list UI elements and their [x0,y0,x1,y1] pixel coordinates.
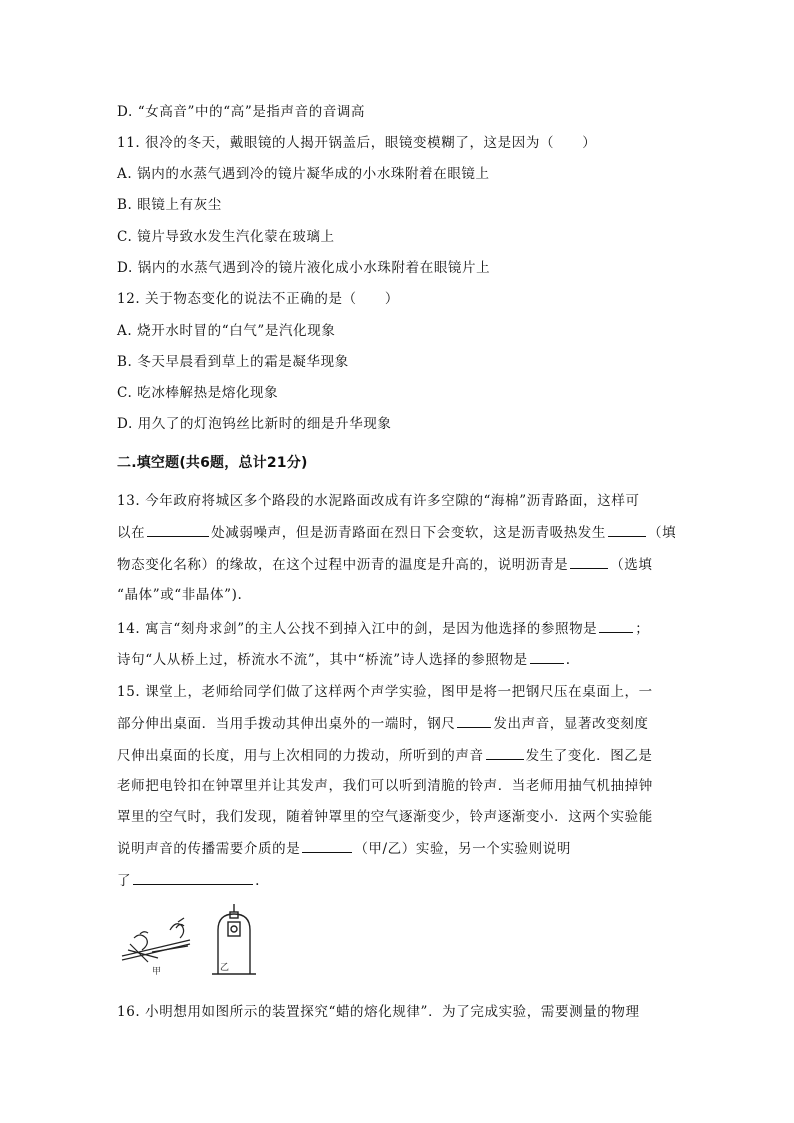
q13-text: （填 [648,525,677,541]
q14-line-1 [117,618,649,639]
q15-text: （甲/乙）实验，另一个实验则说明 [354,841,571,857]
figure-label-yi: 乙 [220,963,230,973]
q13-line-4: “晶体”或“非晶体”). [117,587,243,603]
q15-line-4: 老师把电铃扣在钟罩里并让其发声，我们可以听到清脆的铃声．当老师用抽气机抽掉钟 [117,778,653,794]
q12-option-a: A. 烧开水时冒的“白气”是汽化现象 [117,323,336,339]
q12-option-d: D. 用久了的灯泡钨丝比新时的细是升华现象 [117,416,392,432]
q15-line-1: 15. 课堂上，老师给同学们做了这样两个声学实验，图甲是将一把钢尺压在桌面上，一 [117,684,653,700]
q15-text: . [255,873,261,889]
q15-text: 部分伸出桌面．当用手拨动其伸出桌外的一端时，钢尺 [117,716,456,732]
q15-text: 发生了变化．图乙是 [525,748,653,764]
q16-line-1: 16. 小明想用如图所示的装置探究“蜡的熔化规律”．为了完成实验，需要测量的物理 [117,1004,640,1020]
q13-line-1: 13. 今年政府将城区多个路段的水泥路面改成有许多空隙的“海棉”沥青路面，这样可 [117,493,640,509]
q15-blank-2[interactable] [486,745,524,760]
ruler-on-desk-drawing [122,918,190,962]
q15-text: 发出声音，显著改变刻度 [493,716,649,732]
q15-blank-3[interactable] [302,838,352,853]
q15-text: 尺伸出桌面的长度，用与上次相同的力拨动，所听到的声音 [117,748,484,764]
q14-text: 14. 寓言“刻舟求剑”的主人公找不到掉入江中的剑，是因为他选择的参照物是 [117,621,598,637]
q15-blank-1[interactable] [457,713,491,728]
q13-blank-2[interactable] [608,522,646,537]
q14-blank-2[interactable] [530,649,564,664]
q10-option-d: D. “女高音”中的“高”是指声音的音调高 [117,104,366,120]
figure-label-jia: 甲 [152,967,162,977]
q15-line-3 [117,745,653,766]
q12-stem: 12. 关于物态变化的说法不正确的是（ ） [117,291,399,307]
q14-line-2 [117,649,571,670]
q13-text: （选填 [610,557,653,573]
q15-line-6 [117,838,571,859]
q14-text: ； [635,621,650,637]
q11-option-b: B. 眼镜上有灰尘 [117,197,222,213]
q11-option-c: C. 镜片导致水发生汽化蒙在玻璃上 [117,229,335,245]
q15-text: 了 [117,873,132,889]
q12-option-c: C. 吃冰棒解热是熔化现象 [117,385,279,401]
q14-blank-1[interactable] [599,618,633,633]
q13-blank-1[interactable] [147,522,209,537]
q11-option-d: D. 锅内的水蒸气遇到冷的镜片液化成小水珠附着在眼镜片上 [117,260,491,276]
q13-line-3 [117,554,653,575]
q15-text: 说明声音的传播需要介质的是 [117,841,301,857]
q14-text: . [565,652,571,668]
q15-line-5: 罩里的空气时，我们发现，随着钟罩里的空气逐渐变少，铃声逐渐变小．这两个实验能 [117,809,653,825]
experiment-illustration [118,900,278,980]
q14-text: 诗句“人从桥上过，桥流水不流”，其中“桥流”诗人选择的参照物是 [117,652,528,668]
q15-line-2 [117,713,649,734]
q11-stem: 11. 很冷的冬天，戴眼镜的人揭开锅盖后，眼镜变模糊了，这是因为（ ） [117,135,597,151]
q13-text: 物态变化名称）的缘故，在这个过程中沥青的温度是升高的，说明沥青是 [117,557,569,573]
q11-option-a: A. 锅内的水蒸气遇到冷的镜片凝华成的小水珠附着在眼镜上 [117,166,490,182]
q12-option-b: B. 冬天早晨看到草上的霜是凝华现象 [117,354,349,370]
q13-line-2 [117,522,676,543]
experiment-figure [118,900,278,980]
q13-text: 以在 [117,525,146,541]
bell-jar-drawing [212,904,256,974]
q13-text: 处减弱噪声，但是沥青路面在烈日下会变软，这是沥青吸热发生 [211,525,607,541]
q15-line-7 [117,870,260,891]
q15-blank-4[interactable] [133,870,253,885]
section-heading-fill-in: 二.填空题(共6题，总计21分) [117,455,308,471]
q13-blank-3[interactable] [570,554,608,569]
